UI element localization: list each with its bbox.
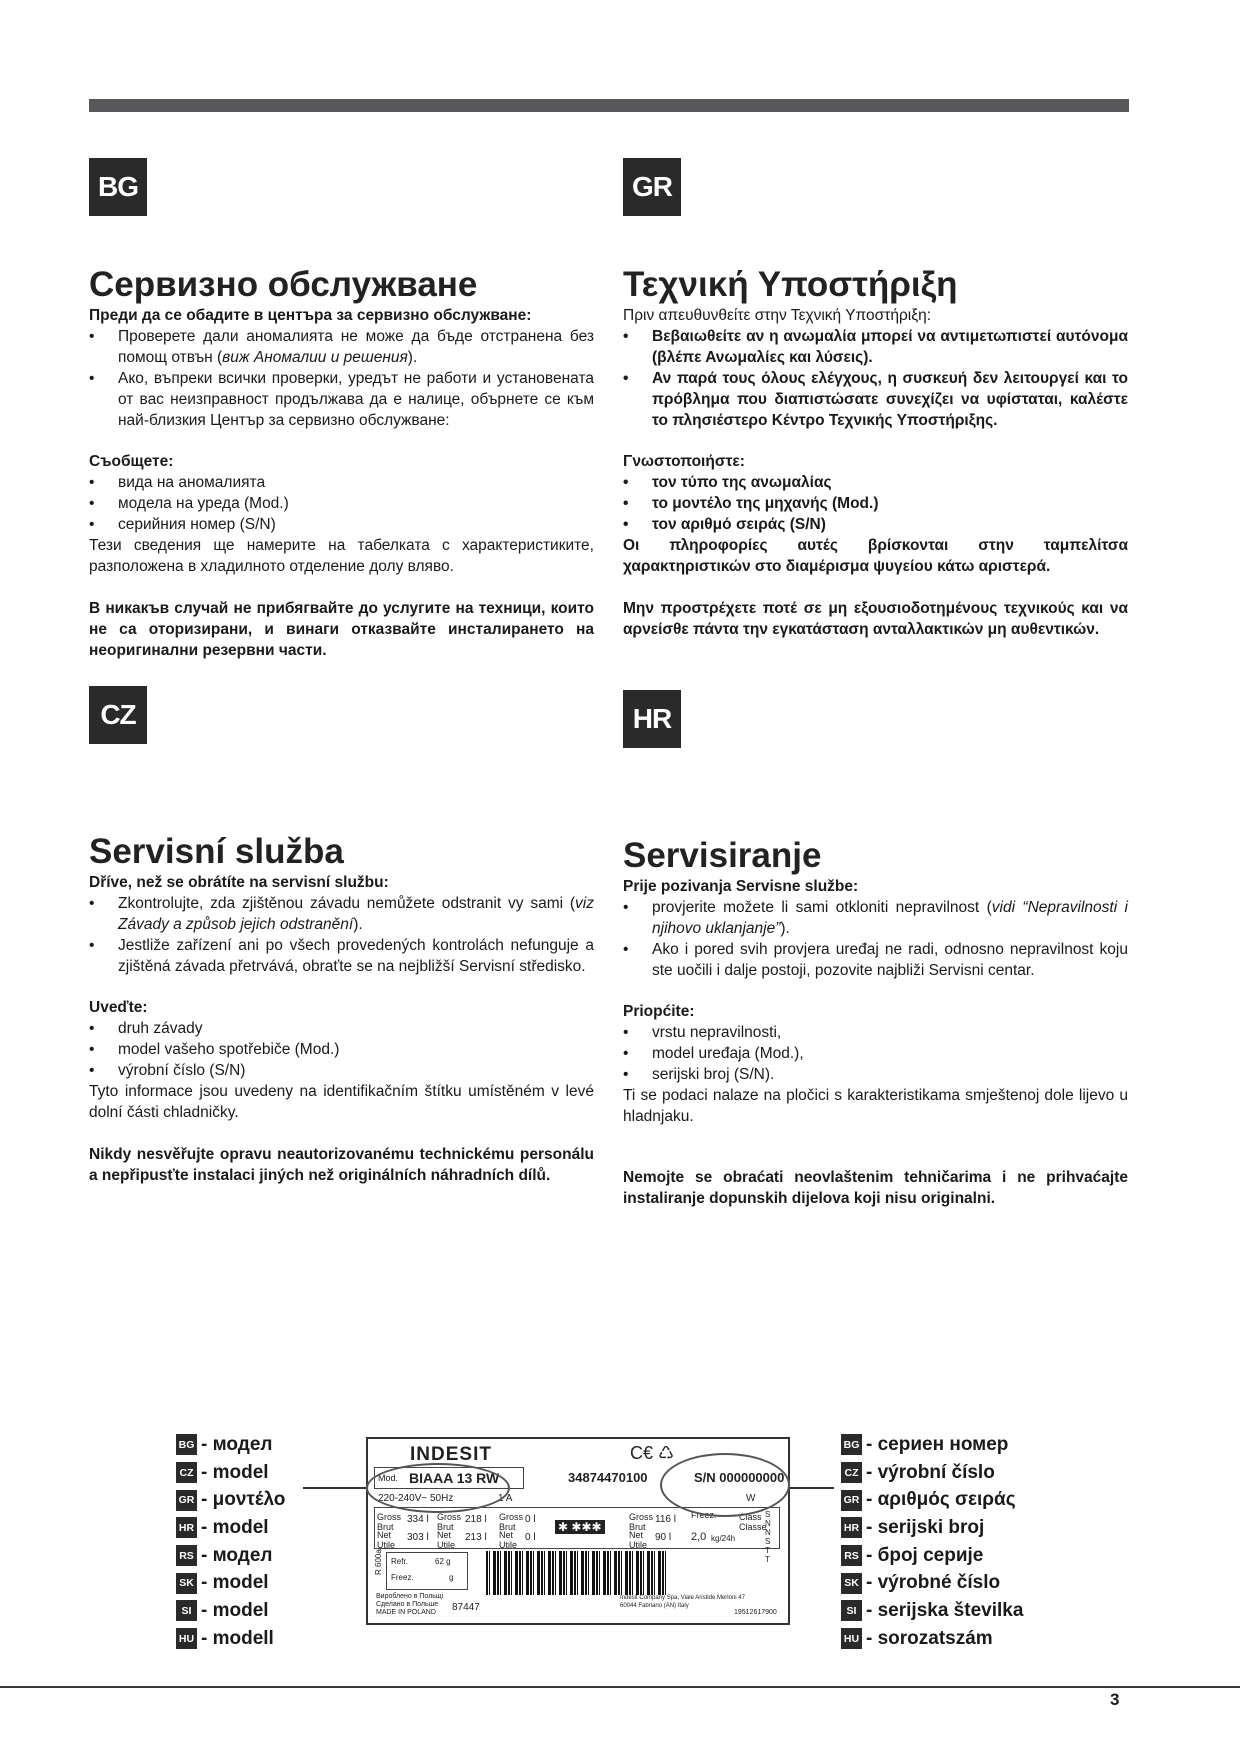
list-item: • vrstu nepravilnosti, bbox=[623, 1022, 1128, 1043]
info-text: Οι πληροφορίες αυτές βρίσκονται στην ταμπελίτσα χαρακτηριστικών στο διαμέρισμα ψυγείου κάτω αριστερά. bbox=[623, 537, 1128, 575]
certification-icon: C€ ♺ bbox=[630, 1443, 675, 1463]
list-item: • Αν παρά τους όλους ελέγχους, η συσκευή δεν λειτουργεί και το πρόβλημα που διαπιστώσατε συνεχίζει να υφίσταται, καλέστε το πλησιέστερο Κέντρο Τεχνικής Υποστήριξης. bbox=[623, 368, 1128, 431]
list-item: • serijski broj (S/N). bbox=[623, 1064, 1128, 1085]
list-item: • Проверете дали аномалията не може да бъде отстранена без помощ отвън (виж Аномалии и решения). bbox=[89, 326, 594, 368]
info-text: Ti se podaci nalaze na pločici s karakteristikama smještenoj dole lijevo u hladnjaku. bbox=[623, 1087, 1128, 1125]
section-hr bbox=[623, 690, 1128, 1209]
section-intro: Πριν απευθυνθείτε στην Τεχνική Υποστήριξη: bbox=[623, 307, 932, 324]
report-list bbox=[623, 1022, 1128, 1085]
section-title: Servisiranje bbox=[623, 836, 822, 875]
page-number: 3 bbox=[1110, 1690, 1120, 1709]
legend-row: SK - model bbox=[176, 1569, 285, 1597]
check-list bbox=[623, 897, 1128, 981]
list-item: • Jestliže zařízení ani po všech provedených kontrolách nefunguje a zjištěná závada přetrvává, obraťte se na nejbližší Servisní středisko. bbox=[89, 935, 594, 977]
check-list bbox=[623, 326, 1128, 431]
report-list bbox=[623, 472, 1128, 535]
refrigerant-box: Refr. 62 g Freez. g bbox=[386, 1552, 468, 1590]
legend-row: GR - αριθμός σειράς bbox=[841, 1486, 1023, 1514]
list-item: • provjerite možete li sami otkloniti nepravilnost (vidi “Nepravilnosti i njihovo uklanjanje”). bbox=[623, 897, 1128, 939]
section-cz bbox=[89, 686, 594, 1186]
section-bg bbox=[89, 158, 594, 661]
list-item: • model uređaja (Mod.), bbox=[623, 1043, 1128, 1064]
legend-row: RS - број серије bbox=[841, 1542, 1023, 1570]
legend-row: CZ - výrobní číslo bbox=[841, 1459, 1023, 1487]
legend-row: HU - modell bbox=[176, 1625, 285, 1653]
section-title: Сервизно обслужване bbox=[89, 265, 478, 304]
watt-label: W bbox=[746, 1493, 756, 1504]
list-item: • τον αριθμό σειράς (S/N) bbox=[623, 514, 1128, 535]
serial-number: S/N 000000000 bbox=[694, 1470, 785, 1485]
batch-number: 87447 bbox=[452, 1602, 480, 1613]
list-item: • Βεβαιωθείτε αν η ανωμαλία μπορεί να αντιμετωπιστεί αυτόνομα (βλέπε Ανωμαλίες και λύσεις). bbox=[623, 326, 1128, 368]
list-item: • το μοντέλο της μηχανής (Mod.) bbox=[623, 493, 1128, 514]
top-rule bbox=[89, 99, 1129, 112]
warning-text: Μην προστρέχετε ποτέ σε μη εξουσιοδοτημένους τεχνικούς και να αρνείσθε πάντα την εγκατάσταση ανταλλακτικών μη αυθεντικών. bbox=[623, 600, 1128, 638]
power-rating: 220-240V~ 50Hz bbox=[378, 1493, 454, 1504]
section-intro: Преди да се обадите в центъра за сервизно обслужване: bbox=[89, 307, 532, 324]
report-list bbox=[89, 472, 594, 535]
model-highlight bbox=[366, 1463, 513, 1513]
list-item: • вида на аномалията bbox=[89, 472, 594, 493]
section-title: Servisní služba bbox=[89, 832, 344, 871]
list-item: • серийния номер (S/N) bbox=[89, 514, 594, 535]
list-item: • model vašeho spotřebiče (Mod.) bbox=[89, 1039, 594, 1060]
report-heading: Съобщете: bbox=[89, 453, 174, 470]
brand-logo: INDESIT bbox=[410, 1444, 492, 1465]
warning-text: Nikdy nesvěřujte opravu neautorizovanému technickému personálu a nepřipusťte instalaci jiných než originálních náhradních dílů. bbox=[89, 1146, 594, 1184]
legend-row: SK - výrobné číslo bbox=[841, 1569, 1023, 1597]
legend-row: BG - модел bbox=[176, 1431, 285, 1459]
legend-row: HR - model bbox=[176, 1514, 285, 1542]
language-badge: BG bbox=[89, 158, 147, 216]
model-legend bbox=[176, 1431, 285, 1653]
star-rating: ✱ ✱✱✱ bbox=[555, 1520, 605, 1534]
legend-row: SI - serijska številka bbox=[841, 1597, 1023, 1625]
bottom-rule bbox=[0, 1686, 1240, 1688]
list-item: • Ako i pored svih provjera uređaj ne radi, odnosno nepravilnost koju ste uočili i dalje postoji, pozovite najbliži Servisni centar. bbox=[623, 939, 1128, 981]
legend-row: SI - model bbox=[176, 1597, 285, 1625]
language-badge: GR bbox=[623, 158, 681, 216]
list-item: • модела на уреда (Mod.) bbox=[89, 493, 594, 514]
legend-row: BG - сериен номер bbox=[841, 1431, 1023, 1459]
rating-plate: INDESIT C€ ♺ Mod. BIAAA 13 RW 34874470100 S/N 000000000 220-240V~ 50Hz 1 A W Gross Brut 334 l Net Utile 303 l Gross Brut 218 l Net Utile 213 l Gross Brut 0 l Net Utile 0 l ✱ ✱✱✱ Gross Brut 116 l Net Utile 90 l Freez. 2,0 kg/24h Class Classe SN N ST T R 600a Refr. 62 g Freez. g Вироблено в Польщі Сделано в Польше MADE IN POLAND 87447 Indesit Company Spa, Viale Aristide Merloni 47 60044 Fabriano (AN) Italy 19512617900 bbox=[366, 1437, 790, 1625]
check-list bbox=[89, 893, 594, 977]
current-rating: 1 A bbox=[498, 1493, 513, 1504]
section-title: Τεχνική Υποστήριξη bbox=[623, 265, 958, 304]
list-item: • τον τύπο της ανωμαλίας bbox=[623, 472, 1128, 493]
legend-row: CZ - model bbox=[176, 1459, 285, 1487]
capacity-table: Gross Brut 334 l Net Utile 303 l Gross Brut 218 l Net Utile 213 l Gross Brut 0 l Net Utile 0 l ✱ ✱✱✱ Gross Brut 116 l Net Utile 90 l Freez. 2,0 kg/24h Class Classe SN N ST T bbox=[374, 1507, 780, 1549]
list-item: • druh závady bbox=[89, 1018, 594, 1039]
barcode bbox=[486, 1551, 666, 1595]
check-list bbox=[89, 326, 594, 431]
barcode-number: 19512617900 bbox=[734, 1609, 777, 1616]
report-heading: Priopćite: bbox=[623, 1003, 695, 1020]
language-badge: CZ bbox=[89, 686, 147, 744]
warning-text: В никакъв случай не прибягвайте до услугите на техници, които не са оторизирани, и винаги отказвайте инсталирането на неоригинални резервни части. bbox=[89, 600, 594, 659]
serial-highlight bbox=[660, 1453, 790, 1517]
warning-text: Nemojte se obraćati neovlaštenim tehničarima i ne prihvaćajte instaliranje dopunskih dijelova koji nisu originalni. bbox=[623, 1169, 1128, 1207]
serial-legend bbox=[841, 1431, 1023, 1653]
list-item: • Zkontrolujte, zda zjištěnou závadu nemůžete odstranit vy sami (viz Závady a způsob jejich odstranění). bbox=[89, 893, 594, 935]
legend-row: HU - sorozatszám bbox=[841, 1625, 1023, 1653]
report-list bbox=[89, 1018, 594, 1081]
section-intro: Dříve, než se obrátíte na servisní službu: bbox=[89, 874, 389, 891]
report-heading: Γνωστοποιήστε: bbox=[623, 453, 745, 470]
refrigerant-gas: R 600a bbox=[374, 1549, 383, 1575]
list-item: • Ако, въпреки всички проверки, уредът не работи и установената от вас неизправност продължава да е налице, обърнете се към най-близкия Център за сервизно обслужване: bbox=[89, 368, 594, 431]
legend-row: RS - модел bbox=[176, 1542, 285, 1570]
language-badge: HR bbox=[623, 690, 681, 748]
info-text: Tyto informace jsou uvedeny na identifikačním štítku umístěném v levé dolní části chladničky. bbox=[89, 1083, 594, 1121]
product-code: 34874470100 bbox=[568, 1470, 648, 1485]
info-text: Тези сведения ще намерите на табелката с характеристиките, разположена в хладилното отделение долу вляво. bbox=[89, 537, 594, 575]
section-gr bbox=[623, 158, 1128, 640]
legend-row: HR - serijski broj bbox=[841, 1514, 1023, 1542]
legend-row: GR - μοντέλο bbox=[176, 1486, 285, 1514]
list-item: • výrobní číslo (S/N) bbox=[89, 1060, 594, 1081]
section-intro: Prije pozivanja Servisne službe: bbox=[623, 878, 859, 895]
report-heading: Uveďte: bbox=[89, 999, 148, 1016]
model-field: Mod. BIAAA 13 RW bbox=[374, 1467, 524, 1489]
